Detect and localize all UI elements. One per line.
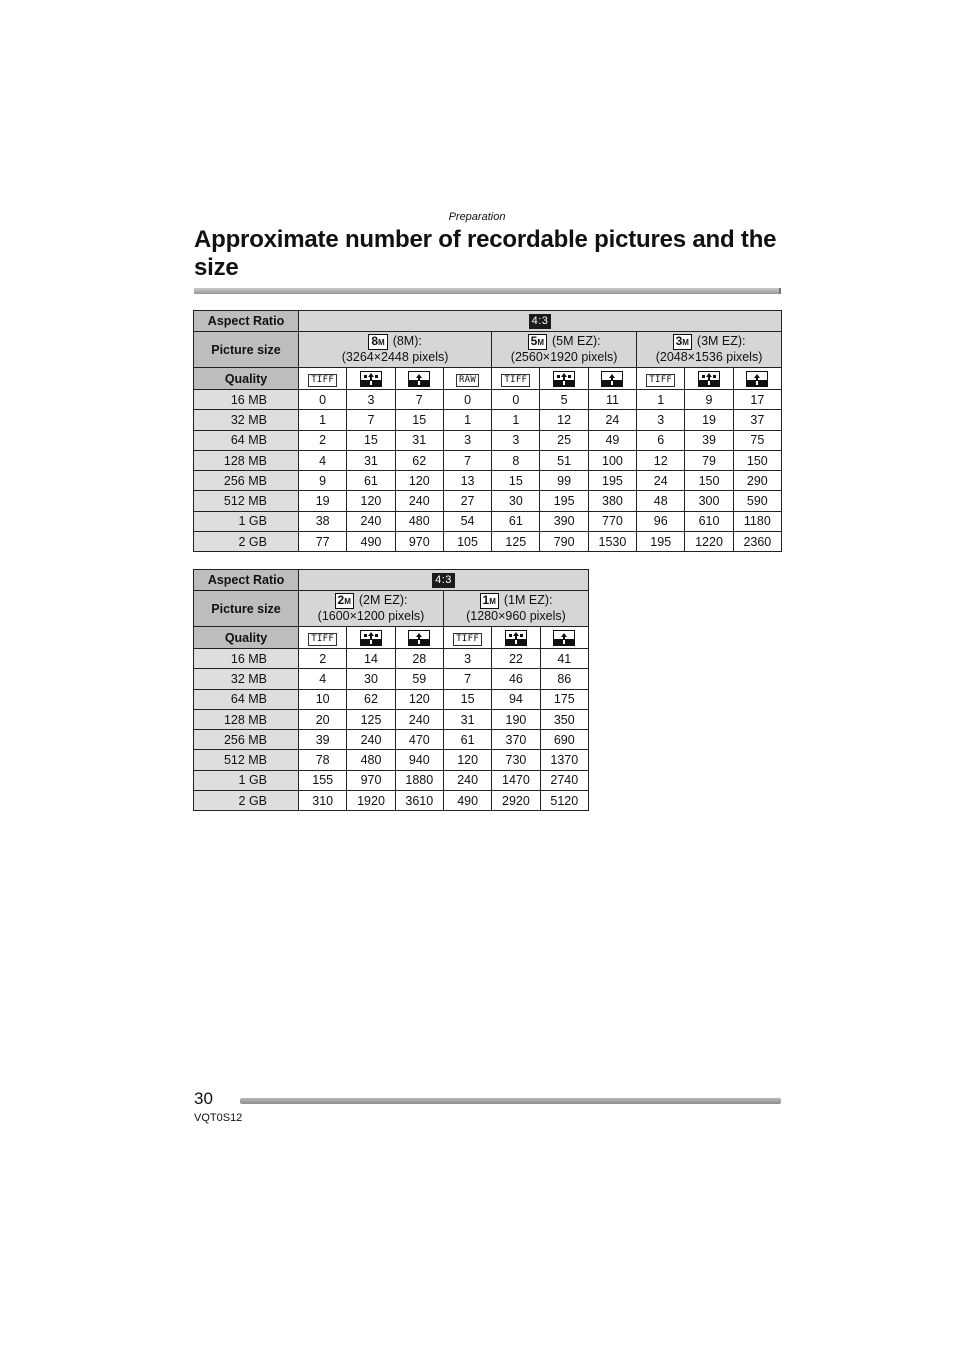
picture-count-cell: 79 bbox=[685, 450, 733, 470]
picture-count-cell: 105 bbox=[443, 532, 491, 552]
picture-count-cell: 480 bbox=[395, 511, 443, 531]
picture-count-cell: 3610 bbox=[395, 791, 443, 811]
raw-icon: RAW bbox=[456, 374, 479, 387]
megapixel-icon: 1M bbox=[480, 593, 499, 609]
table-row bbox=[194, 511, 782, 531]
picture-count-cell: 120 bbox=[347, 491, 395, 511]
table-row bbox=[194, 689, 589, 709]
picture-count-cell: 940 bbox=[395, 750, 443, 770]
picture-count-cell: 94 bbox=[492, 689, 540, 709]
footer-divider bbox=[240, 1098, 781, 1104]
quality-cell bbox=[637, 368, 685, 390]
picture-count-cell: 17 bbox=[733, 390, 781, 410]
picture-count-cell: 240 bbox=[443, 770, 491, 790]
section-label: Preparation bbox=[448, 211, 506, 223]
picture-count-cell: 9 bbox=[685, 390, 733, 410]
picture-count-cell: 9 bbox=[299, 471, 347, 491]
picture-size-header: Picture size bbox=[194, 332, 299, 368]
picture-count-cell: 5 bbox=[540, 390, 588, 410]
quality-header: Quality bbox=[194, 368, 299, 390]
picture-count-cell: 480 bbox=[347, 750, 395, 770]
card-size-cell: 2 GB bbox=[194, 791, 299, 811]
picture-count-cell: 195 bbox=[588, 471, 636, 491]
picture-count-cell: 38 bbox=[299, 511, 347, 531]
aspect-ratio-header: Aspect Ratio bbox=[194, 570, 299, 591]
picture-count-cell: 1 bbox=[637, 390, 685, 410]
picture-count-cell: 24 bbox=[637, 471, 685, 491]
quality-cell bbox=[733, 368, 781, 390]
picture-count-cell: 0 bbox=[492, 390, 540, 410]
picture-count-cell: 3 bbox=[443, 649, 491, 669]
picture-count-cell: 0 bbox=[299, 390, 347, 410]
picture-count-cell: 77 bbox=[299, 532, 347, 552]
tiff-icon: TIFF bbox=[308, 374, 337, 387]
standard-icon bbox=[408, 630, 430, 644]
picture-count-cell: 61 bbox=[443, 730, 491, 750]
picture-count-cell: 48 bbox=[637, 491, 685, 511]
picture-count-cell: 1 bbox=[443, 410, 491, 430]
picture-count-cell: 49 bbox=[588, 430, 636, 450]
picture-count-cell: 195 bbox=[540, 491, 588, 511]
picture-count-cell: 75 bbox=[733, 430, 781, 450]
table-row bbox=[194, 390, 782, 410]
card-size-cell: 64 MB bbox=[194, 689, 299, 709]
table-row bbox=[194, 649, 589, 669]
picture-count-cell: 1920 bbox=[347, 791, 395, 811]
fine-icon bbox=[360, 630, 382, 644]
table-row bbox=[194, 669, 589, 689]
tiff-icon: TIFF bbox=[308, 633, 337, 646]
picture-count-cell: 790 bbox=[540, 532, 588, 552]
megapixel-icon: 5M bbox=[528, 334, 547, 350]
picture-count-cell: 96 bbox=[637, 511, 685, 531]
picture-count-cell: 370 bbox=[492, 730, 540, 750]
picture-count-cell: 25 bbox=[540, 430, 588, 450]
picture-count-cell: 125 bbox=[347, 709, 395, 729]
picture-count-cell: 310 bbox=[299, 791, 347, 811]
picture-count-cell: 730 bbox=[492, 750, 540, 770]
picture-count-cell: 240 bbox=[395, 709, 443, 729]
picture-size-name: (8M): bbox=[392, 334, 422, 348]
picture-count-cell: 7 bbox=[395, 390, 443, 410]
picture-count-cell: 120 bbox=[395, 471, 443, 491]
table-row bbox=[194, 450, 782, 470]
picture-count-cell: 78 bbox=[299, 750, 347, 770]
picture-count-cell: 4 bbox=[299, 669, 347, 689]
picture-count-cell: 195 bbox=[637, 532, 685, 552]
picture-count-cell: 3 bbox=[443, 430, 491, 450]
picture-count-cell: 39 bbox=[299, 730, 347, 750]
fine-icon bbox=[553, 371, 575, 385]
picture-count-cell: 1470 bbox=[492, 770, 540, 790]
picture-count-cell: 12 bbox=[637, 450, 685, 470]
standard-icon bbox=[601, 371, 623, 385]
picture-count-cell: 99 bbox=[540, 471, 588, 491]
picture-count-cell: 470 bbox=[395, 730, 443, 750]
picture-count-cell: 54 bbox=[443, 511, 491, 531]
standard-icon bbox=[553, 630, 575, 644]
aspect-ratio-badge: 4:3 bbox=[529, 314, 552, 329]
picture-count-cell: 120 bbox=[443, 750, 491, 770]
picture-count-cell: 970 bbox=[395, 532, 443, 552]
picture-count-cell: 15 bbox=[443, 689, 491, 709]
picture-count-cell: 7 bbox=[347, 410, 395, 430]
picture-count-cell: 2 bbox=[299, 649, 347, 669]
recordable-pictures-table-2 bbox=[193, 569, 589, 811]
fine-icon bbox=[360, 371, 382, 385]
aspect-ratio-value bbox=[299, 570, 589, 591]
picture-size-cell bbox=[299, 332, 492, 368]
picture-size-pixels: (1600×1200 pixels) bbox=[317, 609, 425, 623]
picture-count-cell: 86 bbox=[540, 669, 588, 689]
picture-count-cell: 31 bbox=[395, 430, 443, 450]
picture-count-cell: 15 bbox=[492, 471, 540, 491]
picture-count-cell: 15 bbox=[347, 430, 395, 450]
picture-count-cell: 3 bbox=[637, 410, 685, 430]
fine-icon bbox=[698, 371, 720, 385]
picture-count-cell: 31 bbox=[443, 709, 491, 729]
quality-cell bbox=[395, 368, 443, 390]
card-size-cell: 256 MB bbox=[194, 730, 299, 750]
quality-header: Quality bbox=[194, 627, 299, 649]
picture-count-cell: 2360 bbox=[733, 532, 781, 552]
table-row bbox=[194, 430, 782, 450]
picture-size-pixels: (2048×1536 pixels) bbox=[655, 350, 763, 364]
picture-count-cell: 14 bbox=[347, 649, 395, 669]
picture-count-cell: 240 bbox=[347, 730, 395, 750]
page-number: 30 bbox=[194, 1089, 213, 1108]
picture-count-cell: 22 bbox=[492, 649, 540, 669]
quality-cell bbox=[540, 627, 588, 649]
aspect-ratio-badge: 4:3 bbox=[432, 573, 455, 588]
picture-count-cell: 1530 bbox=[588, 532, 636, 552]
aspect-ratio-value bbox=[299, 311, 782, 332]
card-size-cell: 16 MB bbox=[194, 390, 299, 410]
picture-count-cell: 490 bbox=[443, 791, 491, 811]
quality-cell bbox=[492, 368, 540, 390]
tiff-icon: TIFF bbox=[501, 374, 530, 387]
picture-count-cell: 1 bbox=[299, 410, 347, 430]
picture-count-cell: 1370 bbox=[540, 750, 588, 770]
quality-cell bbox=[299, 368, 347, 390]
picture-count-cell: 39 bbox=[685, 430, 733, 450]
picture-count-cell: 30 bbox=[347, 669, 395, 689]
picture-count-cell: 1180 bbox=[733, 511, 781, 531]
model-code: VQT0S12 bbox=[194, 1112, 243, 1124]
picture-count-cell: 62 bbox=[395, 450, 443, 470]
quality-cell bbox=[443, 368, 491, 390]
picture-count-cell: 380 bbox=[588, 491, 636, 511]
picture-count-cell: 5120 bbox=[540, 791, 588, 811]
picture-size-pixels: (2560×1920 pixels) bbox=[510, 350, 618, 364]
picture-count-cell: 59 bbox=[395, 669, 443, 689]
picture-count-cell: 3 bbox=[347, 390, 395, 410]
picture-count-cell: 13 bbox=[443, 471, 491, 491]
picture-count-cell: 28 bbox=[395, 649, 443, 669]
quality-cell bbox=[347, 627, 395, 649]
quality-cell bbox=[395, 627, 443, 649]
card-size-cell: 1 GB bbox=[194, 770, 299, 790]
card-size-cell: 64 MB bbox=[194, 430, 299, 450]
quality-cell bbox=[299, 627, 347, 649]
tiff-icon: TIFF bbox=[646, 374, 675, 387]
picture-count-cell: 290 bbox=[733, 471, 781, 491]
picture-count-cell: 1220 bbox=[685, 532, 733, 552]
picture-count-cell: 150 bbox=[733, 450, 781, 470]
table-row bbox=[194, 750, 589, 770]
table-row bbox=[194, 770, 589, 790]
picture-count-cell: 610 bbox=[685, 511, 733, 531]
picture-count-cell: 770 bbox=[588, 511, 636, 531]
table-row bbox=[194, 491, 782, 511]
picture-size-pixels: (1280×960 pixels) bbox=[466, 609, 566, 623]
picture-count-cell: 3 bbox=[492, 430, 540, 450]
fine-icon bbox=[505, 630, 527, 644]
picture-count-cell: 2740 bbox=[540, 770, 588, 790]
card-size-cell: 512 MB bbox=[194, 491, 299, 511]
picture-size-cell bbox=[299, 591, 444, 627]
quality-cell bbox=[685, 368, 733, 390]
picture-count-cell: 7 bbox=[443, 669, 491, 689]
picture-count-cell: 970 bbox=[347, 770, 395, 790]
picture-count-cell: 10 bbox=[299, 689, 347, 709]
card-size-cell: 256 MB bbox=[194, 471, 299, 491]
picture-count-cell: 350 bbox=[540, 709, 588, 729]
card-size-cell: 32 MB bbox=[194, 669, 299, 689]
title-divider bbox=[194, 288, 781, 294]
picture-count-cell: 27 bbox=[443, 491, 491, 511]
picture-size-cell bbox=[492, 332, 637, 368]
picture-count-cell: 31 bbox=[347, 450, 395, 470]
picture-count-cell: 490 bbox=[347, 532, 395, 552]
picture-count-cell: 62 bbox=[347, 689, 395, 709]
picture-count-cell: 390 bbox=[540, 511, 588, 531]
tiff-icon: TIFF bbox=[453, 633, 482, 646]
quality-cell bbox=[588, 368, 636, 390]
picture-count-cell: 240 bbox=[395, 491, 443, 511]
picture-count-cell: 240 bbox=[347, 511, 395, 531]
standard-icon bbox=[408, 371, 430, 385]
table-row bbox=[194, 471, 782, 491]
table-row bbox=[194, 410, 782, 430]
picture-count-cell: 11 bbox=[588, 390, 636, 410]
picture-size-name: (3M EZ): bbox=[696, 334, 746, 348]
card-size-cell: 512 MB bbox=[194, 750, 299, 770]
picture-count-cell: 1880 bbox=[395, 770, 443, 790]
picture-count-cell: 0 bbox=[443, 390, 491, 410]
picture-size-header: Picture size bbox=[194, 591, 299, 627]
picture-size-cell bbox=[637, 332, 782, 368]
picture-count-cell: 24 bbox=[588, 410, 636, 430]
megapixel-icon: 8M bbox=[368, 334, 387, 350]
quality-cell bbox=[540, 368, 588, 390]
recordable-pictures-table-1 bbox=[193, 310, 782, 552]
card-size-cell: 128 MB bbox=[194, 450, 299, 470]
picture-count-cell: 7 bbox=[443, 450, 491, 470]
picture-count-cell: 155 bbox=[299, 770, 347, 790]
picture-size-name: (2M EZ): bbox=[358, 593, 408, 607]
picture-count-cell: 15 bbox=[395, 410, 443, 430]
table-row bbox=[194, 532, 782, 552]
picture-count-cell: 175 bbox=[540, 689, 588, 709]
picture-count-cell: 51 bbox=[540, 450, 588, 470]
picture-count-cell: 19 bbox=[685, 410, 733, 430]
picture-count-cell: 46 bbox=[492, 669, 540, 689]
table-row bbox=[194, 730, 589, 750]
picture-count-cell: 300 bbox=[685, 491, 733, 511]
picture-count-cell: 30 bbox=[492, 491, 540, 511]
picture-count-cell: 37 bbox=[733, 410, 781, 430]
quality-cell bbox=[347, 368, 395, 390]
picture-count-cell: 2920 bbox=[492, 791, 540, 811]
picture-count-cell: 150 bbox=[685, 471, 733, 491]
picture-count-cell: 61 bbox=[492, 511, 540, 531]
picture-count-cell: 61 bbox=[347, 471, 395, 491]
picture-count-cell: 690 bbox=[540, 730, 588, 750]
picture-count-cell: 20 bbox=[299, 709, 347, 729]
picture-count-cell: 2 bbox=[299, 430, 347, 450]
picture-size-pixels: (3264×2448 pixels) bbox=[341, 350, 449, 364]
megapixel-icon: 2M bbox=[335, 593, 354, 609]
table-row bbox=[194, 791, 589, 811]
page-title: Approximate number of recordable pictures and the size bbox=[194, 226, 777, 281]
picture-count-cell: 4 bbox=[299, 450, 347, 470]
megapixel-icon: 3M bbox=[673, 334, 692, 350]
picture-count-cell: 19 bbox=[299, 491, 347, 511]
picture-count-cell: 41 bbox=[540, 649, 588, 669]
picture-count-cell: 190 bbox=[492, 709, 540, 729]
card-size-cell: 16 MB bbox=[194, 649, 299, 669]
card-size-cell: 128 MB bbox=[194, 709, 299, 729]
picture-size-name: (5M EZ): bbox=[552, 334, 601, 348]
picture-count-cell: 12 bbox=[540, 410, 588, 430]
aspect-ratio-header: Aspect Ratio bbox=[194, 311, 299, 332]
quality-cell bbox=[443, 627, 491, 649]
standard-icon bbox=[746, 371, 768, 385]
picture-count-cell: 120 bbox=[395, 689, 443, 709]
card-size-cell: 32 MB bbox=[194, 410, 299, 430]
picture-size-name: (1M EZ): bbox=[503, 593, 553, 607]
picture-count-cell: 125 bbox=[492, 532, 540, 552]
quality-cell bbox=[492, 627, 540, 649]
picture-count-cell: 100 bbox=[588, 450, 636, 470]
card-size-cell: 2 GB bbox=[194, 532, 299, 552]
picture-count-cell: 590 bbox=[733, 491, 781, 511]
picture-count-cell: 8 bbox=[492, 450, 540, 470]
picture-count-cell: 6 bbox=[637, 430, 685, 450]
card-size-cell: 1 GB bbox=[194, 511, 299, 531]
picture-count-cell: 1 bbox=[492, 410, 540, 430]
picture-size-cell bbox=[443, 591, 588, 627]
table-row bbox=[194, 709, 589, 729]
